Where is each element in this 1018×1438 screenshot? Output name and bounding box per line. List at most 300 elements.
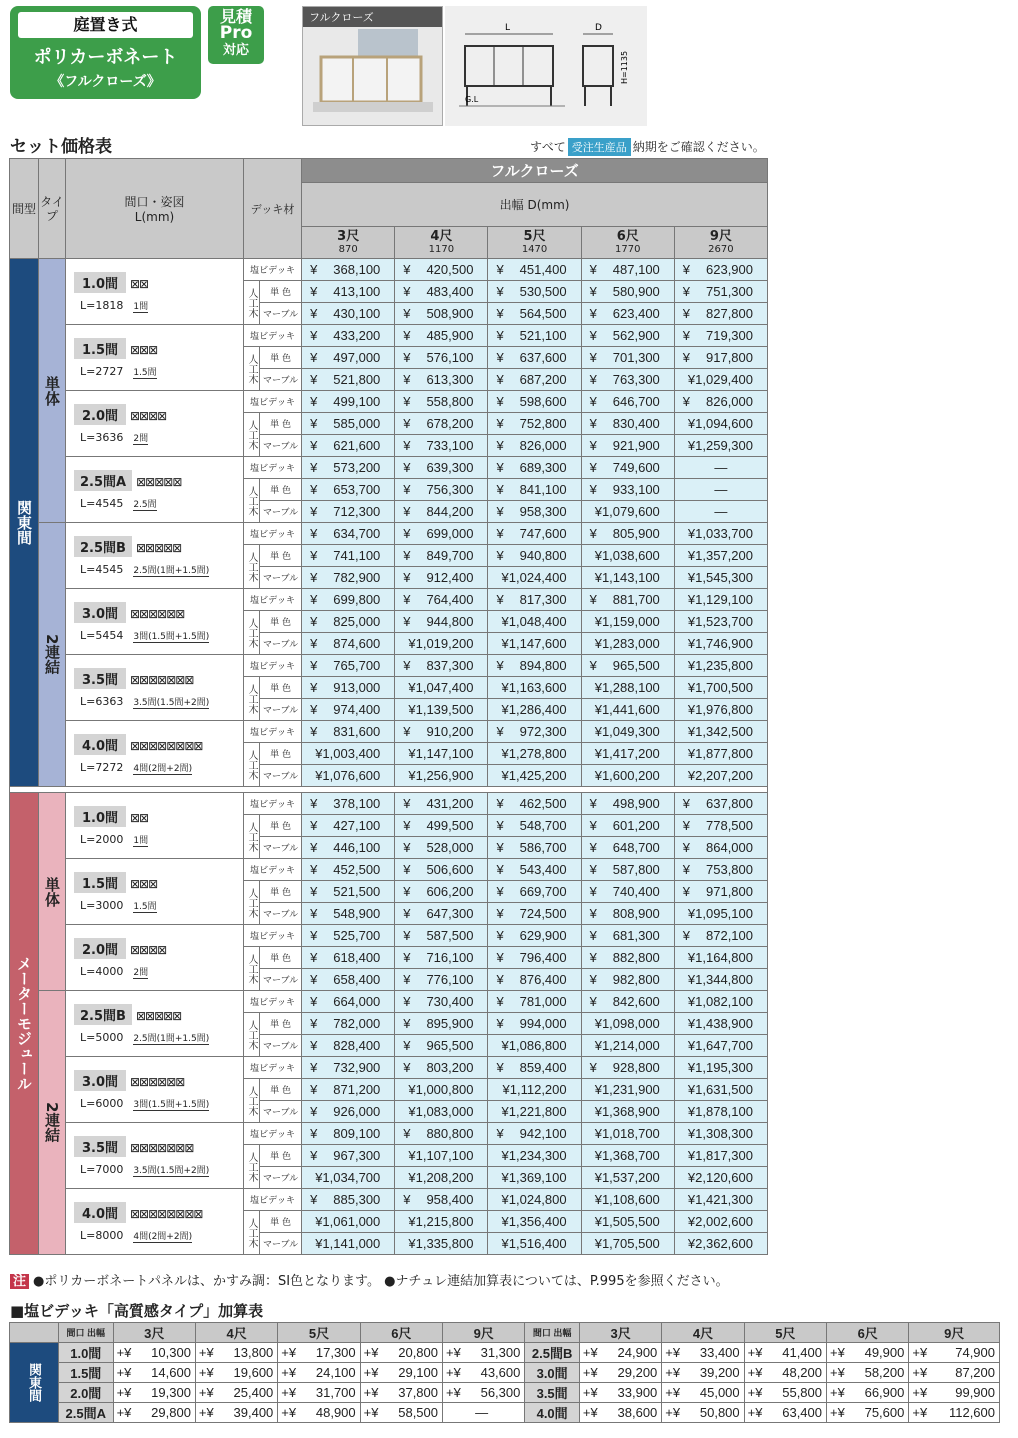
addon-price: +¥ 48,900 [278, 1403, 360, 1423]
price-cell: ¥1,048,400 [488, 611, 581, 633]
price-cell: ¥1,112,200 [488, 1079, 581, 1101]
price-cell: ¥ 623,900 [674, 259, 767, 281]
price-cell: ¥ 972,300 [488, 721, 581, 743]
price-cell: ¥ 778,500 [674, 815, 767, 837]
deck-enbi: 塩ビデッキ [244, 259, 302, 281]
addon-price: +¥ 29,100 [360, 1363, 442, 1383]
price-row [10, 859, 768, 881]
deck-jinko: 人工木 [244, 413, 260, 457]
price-cell: ¥1,505,500 [581, 1211, 674, 1233]
deck-enbi: 塩ビデッキ [244, 1057, 302, 1079]
addon-price: +¥ 29,200 [579, 1363, 661, 1383]
price-cell: ¥ 623,400 [581, 303, 674, 325]
deck-marble: マーブル [260, 369, 302, 391]
price-cell: ¥1,195,300 [674, 1057, 767, 1079]
price-cell: ¥ 530,500 [488, 281, 581, 303]
deck-enbi: 塩ビデッキ [244, 457, 302, 479]
price-cell: ¥1,256,900 [395, 765, 488, 787]
price-cell: ¥ 749,600 [581, 457, 674, 479]
price-cell: ¥ 499,100 [302, 391, 395, 413]
price-cell: ¥ 564,500 [488, 303, 581, 325]
deck-enbi: 塩ビデッキ [244, 523, 302, 545]
dim-L: L [505, 23, 511, 33]
panel-diagram: ⊠⊠⊠⊠⊠⊠⊠⊠ [130, 739, 203, 753]
deck-enbi: 塩ビデッキ [244, 721, 302, 743]
price-cell: ¥ 781,000 [488, 991, 581, 1013]
price-cell: ¥1,033,700 [674, 523, 767, 545]
deck-enbi: 塩ビデッキ [244, 859, 302, 881]
addon-size: 3.5間 [525, 1383, 580, 1403]
addon-col-head: 3尺 [113, 1323, 195, 1343]
price-cell: ¥ 876,400 [488, 969, 581, 991]
addon-price: +¥ 19,300 [113, 1383, 195, 1403]
addon-row [10, 1403, 1000, 1423]
price-cell: ¥1,976,800 [674, 699, 767, 721]
price-cell: ¥ 912,400 [395, 567, 488, 589]
price-cell: ¥ 521,100 [488, 325, 581, 347]
addon-size: 2.0間 [59, 1383, 114, 1403]
price-cell: ¥1,214,000 [581, 1035, 674, 1057]
price-cell: ¥ 859,400 [488, 1057, 581, 1079]
price-cell: ¥ 933,100 [581, 479, 674, 501]
price-cell: ¥ 844,200 [395, 501, 488, 523]
dimension-drawing [445, 6, 647, 126]
size-cell [66, 1189, 244, 1255]
diagram-span-label: 3.5間(1.5間+2間) [133, 1165, 210, 1176]
deck-photo-illustration [303, 27, 442, 125]
size-label: 1.5間 [74, 338, 126, 359]
price-cell: ¥1,523,700 [674, 611, 767, 633]
price-cell: ¥ 917,800 [674, 347, 767, 369]
price-cell: ¥ 669,700 [488, 881, 581, 903]
price-cell: ¥ 849,700 [395, 545, 488, 567]
price-cell: ¥ 420,500 [395, 259, 488, 281]
price-cell: ¥1,286,400 [488, 699, 581, 721]
size-cell [66, 1123, 244, 1189]
price-cell: ¥1,049,300 [581, 721, 674, 743]
price-cell: ¥1,356,400 [488, 1211, 581, 1233]
price-cell: ¥1,164,800 [674, 947, 767, 969]
deck-tanshoku: 単 色 [260, 881, 302, 903]
deck-jinko: 人工木 [244, 743, 260, 787]
price-cell: ¥ 732,900 [302, 1057, 395, 1079]
addon-size: 3.0間 [525, 1363, 580, 1383]
price-cell: ¥ 637,800 [674, 793, 767, 815]
deck-jinko: 人工木 [244, 677, 260, 721]
price-cell: ¥ 646,700 [581, 391, 674, 413]
price-cell: ¥ 817,300 [488, 589, 581, 611]
price-cell: ¥ 433,200 [302, 325, 395, 347]
addon-price: +¥ 33,900 [579, 1383, 661, 1403]
price-cell: ¥1,705,500 [581, 1233, 674, 1255]
price-cell: ¥ 764,400 [395, 589, 488, 611]
price-cell: ¥ 499,500 [395, 815, 488, 837]
price-cell: ¥ 971,800 [674, 881, 767, 903]
diagram-span-label: 2.5間(1間+1.5間) [133, 565, 210, 576]
price-cell: ¥ 378,100 [302, 793, 395, 815]
price-cell: ¥1,143,100 [581, 567, 674, 589]
price-cell: ¥1,129,100 [674, 589, 767, 611]
badge-line1: 見積 [219, 7, 252, 26]
length-value: L=6363 [80, 694, 124, 708]
addon-price: +¥ 56,300 [443, 1383, 525, 1403]
size-label: 2.5間B [74, 536, 132, 557]
price-cell: ¥ 974,400 [302, 699, 395, 721]
diagram-span-label: 3間(1.5間+1.5間) [133, 631, 210, 642]
price-cell: ¥ 965,500 [581, 655, 674, 677]
region-label: メーターモジュール [10, 793, 39, 1255]
price-cell: ¥ 647,300 [395, 903, 488, 925]
price-cell: ¥1,034,700 [302, 1167, 395, 1189]
price-cell: ¥1,003,400 [302, 743, 395, 765]
price-cell: ¥ 521,500 [302, 881, 395, 903]
price-cell: ¥1,082,100 [674, 991, 767, 1013]
price-cell: ¥ 487,100 [581, 259, 674, 281]
size-label: 3.5間 [74, 1136, 126, 1157]
size-cell [66, 391, 244, 457]
price-row [10, 1057, 768, 1079]
price-cell: ¥ 587,500 [395, 925, 488, 947]
deck-marble: マーブル [260, 435, 302, 457]
price-cell: ¥ 837,300 [395, 655, 488, 677]
price-cell: ¥1,878,100 [674, 1101, 767, 1123]
addon-price: +¥ 31,300 [443, 1343, 525, 1363]
addon-price: +¥ 58,500 [360, 1403, 442, 1423]
addon-col-head: 5尺 [278, 1323, 360, 1343]
price-cell: ¥ 828,400 [302, 1035, 395, 1057]
deck-tanshoku: 単 色 [260, 1211, 302, 1233]
addon-price: +¥ 63,400 [744, 1403, 826, 1423]
product-type: 庭置き式 [18, 12, 193, 38]
deck-tanshoku: 単 色 [260, 413, 302, 435]
price-cell: ¥ 895,900 [395, 1013, 488, 1035]
price-cell: ¥1,147,100 [395, 743, 488, 765]
price-cell: ¥ 689,300 [488, 457, 581, 479]
price-cell: ¥ 864,000 [674, 837, 767, 859]
addon-price: +¥ 58,200 [827, 1363, 909, 1383]
price-cell: ¥ 881,700 [581, 589, 674, 611]
price-cell: ¥1,537,200 [581, 1167, 674, 1189]
price-cell: ¥2,362,600 [674, 1233, 767, 1255]
price-cell: ¥1,368,700 [581, 1145, 674, 1167]
price-cell: ¥1,278,800 [488, 743, 581, 765]
price-cell: ¥ 634,700 [302, 523, 395, 545]
price-cell: ¥2,120,600 [674, 1167, 767, 1189]
price-cell: ¥ 586,700 [488, 837, 581, 859]
price-cell: ¥1,335,800 [395, 1233, 488, 1255]
deck-marble: マーブル [260, 1101, 302, 1123]
price-cell: ¥ 826,000 [488, 435, 581, 457]
deck-jinko: 人工木 [244, 815, 260, 859]
price-cell: ¥ 716,100 [395, 947, 488, 969]
price-cell: ¥ 587,800 [581, 859, 674, 881]
addon-price: +¥ 29,800 [113, 1403, 195, 1423]
price-cell: ¥ 782,000 [302, 1013, 395, 1035]
addon-price: +¥ 75,600 [827, 1403, 909, 1423]
price-row [10, 925, 768, 947]
price-cell: ¥ 944,800 [395, 611, 488, 633]
product-title-box [10, 6, 201, 99]
deck-marble: マーブル [260, 1233, 302, 1255]
price-cell: ¥ 733,100 [395, 435, 488, 457]
deck-enbi: 塩ビデッキ [244, 1123, 302, 1145]
deck-tanshoku: 単 色 [260, 1145, 302, 1167]
price-cell: ¥ 763,300 [581, 369, 674, 391]
size-label: 3.0間 [74, 602, 126, 623]
size-label: 4.0間 [74, 734, 126, 755]
price-cell: ¥ 658,400 [302, 969, 395, 991]
addon-row [10, 1363, 1000, 1383]
badge-line2: Pro [219, 23, 253, 43]
price-cell: ¥1,139,500 [395, 699, 488, 721]
addon-price: +¥ 24,900 [579, 1343, 661, 1363]
price-cell: ¥ 573,200 [302, 457, 395, 479]
addon-price: +¥ 45,000 [662, 1383, 744, 1403]
length-value: L=5454 [80, 628, 124, 642]
panel-diagram: ⊠⊠⊠ [130, 343, 158, 357]
price-cell: ¥1,086,800 [488, 1035, 581, 1057]
panel-diagram: ⊠⊠⊠ [130, 877, 158, 891]
addon-head-right: 間口 出幅 [525, 1323, 580, 1343]
price-cell: ¥ 796,400 [488, 947, 581, 969]
price-cell: ¥ 942,100 [488, 1123, 581, 1145]
price-cell: ¥ 871,200 [302, 1079, 395, 1101]
price-cell: ¥ 613,300 [395, 369, 488, 391]
deck-tanshoku: 単 色 [260, 347, 302, 369]
diagram-span-label: 1.5間 [133, 367, 157, 378]
addon-price: +¥ 14,600 [113, 1363, 195, 1383]
deck-enbi: 塩ビデッキ [244, 991, 302, 1013]
price-cell: ¥ 965,500 [395, 1035, 488, 1057]
price-cell: ¥1,700,500 [674, 677, 767, 699]
panel-diagram: ⊠⊠⊠⊠⊠ [136, 475, 182, 489]
addon-price: +¥ 19,600 [195, 1363, 277, 1383]
price-cell: ¥ 525,700 [302, 925, 395, 947]
deck-marble: マーブル [260, 903, 302, 925]
price-cell: ¥1,235,800 [674, 655, 767, 677]
section-title: セット価格表 [10, 137, 112, 157]
price-cell: ¥1,344,800 [674, 969, 767, 991]
svg-text:D: D [595, 23, 602, 33]
addon-price: +¥ 33,400 [662, 1343, 744, 1363]
addon-price: +¥ 87,200 [909, 1363, 1000, 1383]
deck-tanshoku: 単 色 [260, 815, 302, 837]
price-cell: ¥1,083,000 [395, 1101, 488, 1123]
deck-marble: マーブル [260, 1167, 302, 1189]
col-head-depth: 出幅 D(mm) [302, 183, 768, 227]
addon-size: 2.5間B [525, 1343, 580, 1363]
deck-enbi: 塩ビデッキ [244, 325, 302, 347]
diagram-span-label: 2.5間 [133, 499, 157, 510]
price-cell: ¥ 921,900 [581, 435, 674, 457]
price-cell: ¥1,631,500 [674, 1079, 767, 1101]
length-value: L=8000 [80, 1228, 124, 1242]
size-label: 2.0間 [74, 404, 126, 425]
deck-jinko: 人工木 [244, 545, 260, 589]
price-table [9, 158, 768, 1255]
deck-enbi: 塩ビデッキ [244, 925, 302, 947]
price-cell: ¥ 548,900 [302, 903, 395, 925]
col-head-fullclose: フルクローズ [302, 159, 768, 183]
addon-size: 1.0間 [59, 1343, 114, 1363]
size-label: 3.0間 [74, 1070, 126, 1091]
photo-caption: フルクローズ [303, 7, 442, 27]
addon-col-head: 3尺 [579, 1323, 661, 1343]
price-cell: ¥1,545,300 [674, 567, 767, 589]
panel-diagram: ⊠⊠ [130, 277, 149, 291]
panel-diagram: ⊠⊠⊠⊠⊠⊠ [130, 607, 185, 621]
size-cell [66, 523, 244, 589]
price-cell: ¥ 548,700 [488, 815, 581, 837]
length-value: L=5000 [80, 1030, 124, 1044]
price-cell: ¥ 928,800 [581, 1057, 674, 1079]
price-cell: ¥ 497,000 [302, 347, 395, 369]
price-row [10, 457, 768, 479]
panel-diagram: ⊠⊠⊠⊠⊠⊠ [130, 1075, 185, 1089]
col-head-depth-2: 5尺 1470 [488, 227, 581, 259]
price-row [10, 391, 768, 413]
length-value: L=4545 [80, 496, 124, 510]
col-head-depth-3: 6尺 1770 [581, 227, 674, 259]
length-value: L=4545 [80, 562, 124, 576]
type-label: 2連結 [39, 523, 66, 787]
addon-head-left: 間口 出幅 [59, 1323, 114, 1343]
price-cell: ¥1,038,600 [581, 545, 674, 567]
price-cell: ¥1,163,600 [488, 677, 581, 699]
price-cell: ¥1,029,400 [674, 369, 767, 391]
panel-diagram: ⊠⊠⊠⊠ [130, 409, 167, 423]
size-cell [66, 859, 244, 925]
price-cell: ¥ 621,600 [302, 435, 395, 457]
length-value: L=6000 [80, 1096, 124, 1110]
deck-jinko: 人工木 [244, 479, 260, 523]
deck-jinko: 人工木 [244, 1079, 260, 1123]
addon-size: 1.5間 [59, 1363, 114, 1383]
price-cell: ¥1,061,000 [302, 1211, 395, 1233]
addon-price: +¥ 55,800 [744, 1383, 826, 1403]
diagram-span-label: 3間(1.5間+1.5間) [133, 1099, 210, 1110]
price-row [10, 793, 768, 815]
deck-jinko: 人工木 [244, 611, 260, 655]
diagram-span-label: 1間 [133, 835, 149, 846]
price-cell: ¥ 831,600 [302, 721, 395, 743]
panel-diagram: ⊠⊠ [130, 811, 149, 825]
price-row [10, 325, 768, 347]
price-cell: ¥ 580,900 [581, 281, 674, 303]
price-cell: ¥ 803,200 [395, 1057, 488, 1079]
addon-col-head: 9尺 [909, 1323, 1000, 1343]
length-value: L=7000 [80, 1162, 124, 1176]
addon-price: +¥ 39,200 [662, 1363, 744, 1383]
deck-tanshoku: 単 色 [260, 677, 302, 699]
size-cell [66, 655, 244, 721]
addon-price-table [9, 1322, 1000, 1423]
price-cell: ¥ 913,000 [302, 677, 395, 699]
deck-tanshoku: 単 色 [260, 743, 302, 765]
price-cell: ¥ 894,800 [488, 655, 581, 677]
price-row [10, 721, 768, 743]
price-cell: ¥ 701,300 [581, 347, 674, 369]
length-value: L=2727 [80, 364, 124, 378]
deck-enbi: 塩ビデッキ [244, 1189, 302, 1211]
addon-price: +¥ 13,800 [195, 1343, 277, 1363]
price-cell: ¥ 562,900 [581, 325, 674, 347]
price-cell: ¥ 639,300 [395, 457, 488, 479]
price-cell: ¥ 462,500 [488, 793, 581, 815]
price-cell: ¥ 506,600 [395, 859, 488, 881]
addon-price: +¥ 112,600 [909, 1403, 1000, 1423]
price-cell: ¥ 765,700 [302, 655, 395, 677]
deck-marble: マーブル [260, 567, 302, 589]
size-cell [66, 925, 244, 991]
diagram-span-label: 2.5間(1間+1.5間) [133, 1033, 210, 1044]
addon-price: — [443, 1403, 525, 1423]
panel-diagram: ⊠⊠⊠⊠⊠⊠⊠⊠ [130, 1207, 203, 1221]
price-cell: ¥ 724,500 [488, 903, 581, 925]
size-cell [66, 1057, 244, 1123]
price-cell: ¥ 830,400 [581, 413, 674, 435]
size-label: 1.5間 [74, 872, 126, 893]
addon-col-head: 6尺 [827, 1323, 909, 1343]
price-cell: ¥ 740,400 [581, 881, 674, 903]
type-label: 単体 [39, 793, 66, 991]
length-value: L=4000 [80, 964, 124, 978]
deck-jinko: 人工木 [244, 1013, 260, 1057]
price-cell: ¥1,231,900 [581, 1079, 674, 1101]
price-cell: ¥1,288,100 [581, 677, 674, 699]
price-cell: ¥1,441,600 [581, 699, 674, 721]
price-cell: ¥ 958,300 [488, 501, 581, 523]
diagram-span-label: 2間 [133, 967, 149, 978]
deck-tanshoku: 単 色 [260, 545, 302, 567]
size-cell [66, 793, 244, 859]
price-cell: ¥ 982,800 [581, 969, 674, 991]
price-cell: ¥ 678,200 [395, 413, 488, 435]
panel-diagram: ⊠⊠⊠⊠⊠⊠⊠ [130, 1141, 194, 1155]
price-row [10, 259, 768, 281]
length-value: L=2000 [80, 832, 124, 846]
size-label: 4.0間 [74, 1202, 126, 1223]
addon-row [10, 1383, 1000, 1403]
price-cell: ¥ 451,400 [488, 259, 581, 281]
price-cell: ¥ 637,600 [488, 347, 581, 369]
addon-price: +¥ 49,900 [827, 1343, 909, 1363]
size-cell [66, 991, 244, 1057]
deck-marble: マーブル [260, 633, 302, 655]
price-cell: ¥ 805,900 [581, 523, 674, 545]
price-cell: ¥ 648,700 [581, 837, 674, 859]
addon-price: +¥ 74,900 [909, 1343, 1000, 1363]
size-label: 1.0間 [74, 272, 126, 293]
price-cell: ¥ 730,400 [395, 991, 488, 1013]
addon-price: +¥ 31,700 [278, 1383, 360, 1403]
price-cell: ¥1,421,300 [674, 1189, 767, 1211]
diagram-span-label: 2間 [133, 433, 149, 444]
col-head-depth-1: 4尺 1170 [395, 227, 488, 259]
price-cell: ¥1,877,800 [674, 743, 767, 765]
price-cell: ¥ 558,800 [395, 391, 488, 413]
size-cell [66, 325, 244, 391]
addon-price: +¥ 66,900 [827, 1383, 909, 1403]
price-cell: ¥ 872,100 [674, 925, 767, 947]
type-label: 単体 [39, 259, 66, 523]
panel-diagram: ⊠⊠⊠⊠⊠⊠⊠ [130, 673, 194, 687]
addon-price: +¥ 24,100 [278, 1363, 360, 1383]
size-cell [66, 721, 244, 787]
price-cell: ¥ 809,100 [302, 1123, 395, 1145]
addon-region: 関東間 [10, 1343, 59, 1423]
price-cell: ¥ 629,900 [488, 925, 581, 947]
